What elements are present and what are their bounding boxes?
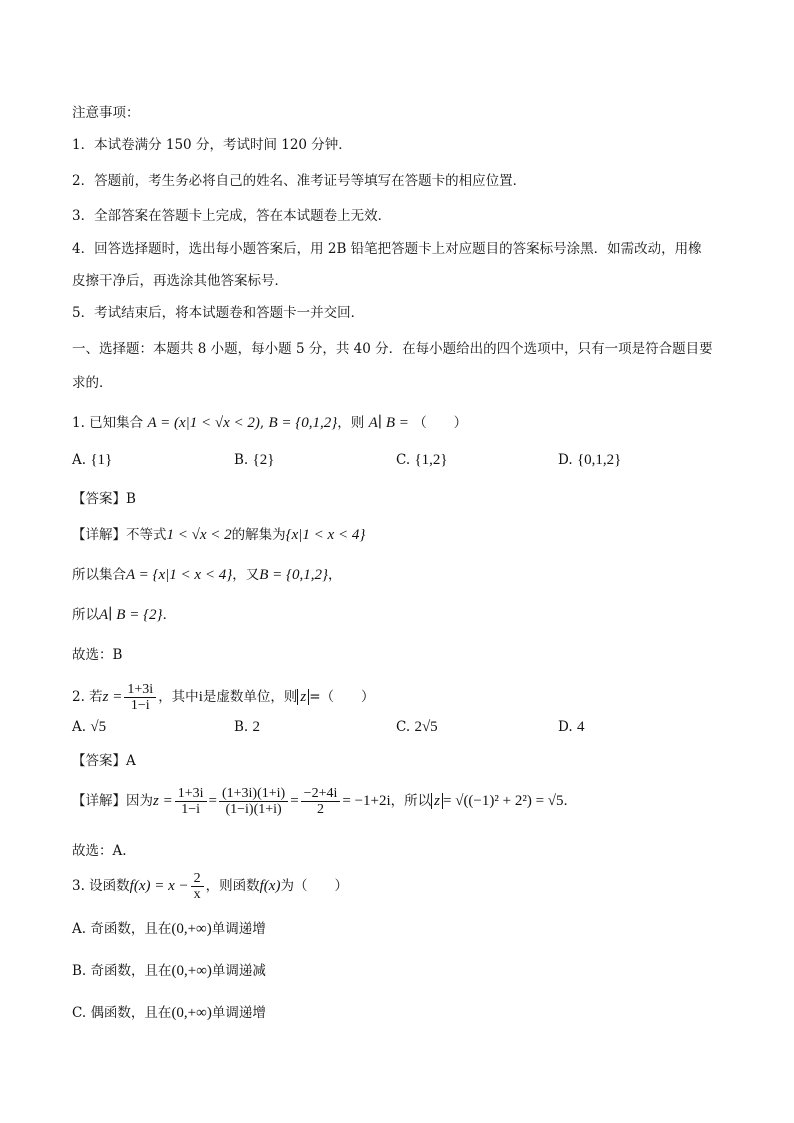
q2-choose: 故选：A. [72, 843, 127, 859]
note-item-2: 2．答题前，考生务必将自己的姓名、准考证号等填写在答题卡的相应位置． [72, 173, 527, 189]
section-line-2: 求的． [72, 375, 113, 391]
question-1: 1. 已知集合 A = (x|1 < √x < 2), B = {0,1,2}，则 A∣ B = （ ） [72, 415, 468, 431]
question-2: 2. 若z = $\frac{1+3i}{1-i}$ ，其中i是虚数单位，则 z =（ ） [72, 682, 375, 713]
q1-option-c: C. {1,2} [396, 452, 448, 468]
note-item-4-cont: 皮擦干净后，再选涂其他答案标号． [72, 273, 288, 289]
q1-set-a: A = (x|1 < √x < 2) [147, 415, 260, 431]
q2-option-a: A. √5 [72, 719, 107, 735]
q2-option-b: B. 2 [234, 719, 261, 735]
q2-option-c: C. 2√5 [396, 719, 438, 735]
q1-prefix: 1. 已知集合 [72, 415, 144, 431]
q1-ask-pre: ，则 [337, 415, 365, 431]
note-item-4: 4．回答选择题时，选出每小题答案后，用 2B 铅笔把答题卡上对应题目的答案标号涂黑．如需改动，用橡 [72, 241, 702, 257]
note-item-3: 3．全部答案在答题卡上完成，答在本试题卷上无效． [72, 208, 392, 224]
q1-detail-line-1: 【详解】不等式1 < √x < 2的解集为{x|1 < x < 4} [72, 527, 366, 543]
q3-option-b: B. 奇函数，且在(0,+∞)单调递减 [72, 963, 266, 979]
q1-ask-expr: A∣ B = [368, 415, 409, 431]
q3-option-c: C. 偶函数，且在(0,+∞)单调递增 [72, 1005, 266, 1021]
q2-option-d: D. 4 [558, 719, 585, 735]
q1-detail-line-2: 所以集合A = {x|1 < x < 4}，又B = {0,1,2}， [72, 567, 342, 583]
q1-option-b: B. {2} [234, 452, 275, 468]
q1-paren: （ ） [413, 415, 468, 431]
q3-option-a: A. 奇函数，且在(0,+∞)单调递增 [72, 921, 266, 937]
notes-heading: 注意事项： [72, 105, 140, 121]
q2-answer: 【答案】A [72, 753, 136, 769]
note-item-5: 5．考试结束后，将本试题卷和答题卡一并交回． [72, 305, 365, 321]
q1-option-a: A. {1} [72, 452, 113, 468]
q2-detail: 【详解】因为z = $\frac{1+3i}{1-i}$ = $\frac{(1+3i)(1+i)}{(1-i)(1+i)}$ = $\frac{-2+4i}{2}$ = −1+2i，所以 z = √((−1)² + 2²) = √5． [72, 786, 578, 817]
section-line-1: 一、选择题：本题共 8 小题，每小题 5 分，共 40 分．在每小题给出的四个选项中，只有一项是符合题目要 [72, 341, 713, 357]
q1-answer: 【答案】B [72, 491, 136, 507]
question-3: 3. 设函数f(x) = x − $\frac{2}{x}$ ，则函数f(x)为（ ） [72, 871, 348, 902]
note-item-1: 1．本试卷满分 150 分，考试时间 120 分钟． [72, 137, 352, 153]
q1-option-d: D. {0,1,2} [558, 452, 622, 468]
q1-set-b: B = {0,1,2} [268, 415, 338, 431]
q1-detail-line-3: 所以A∣ B = {2}． [72, 607, 177, 623]
q2-fraction: $\frac{1+3i}{1-i}$ [124, 682, 156, 713]
q1-choose: 故选：B [72, 647, 123, 663]
